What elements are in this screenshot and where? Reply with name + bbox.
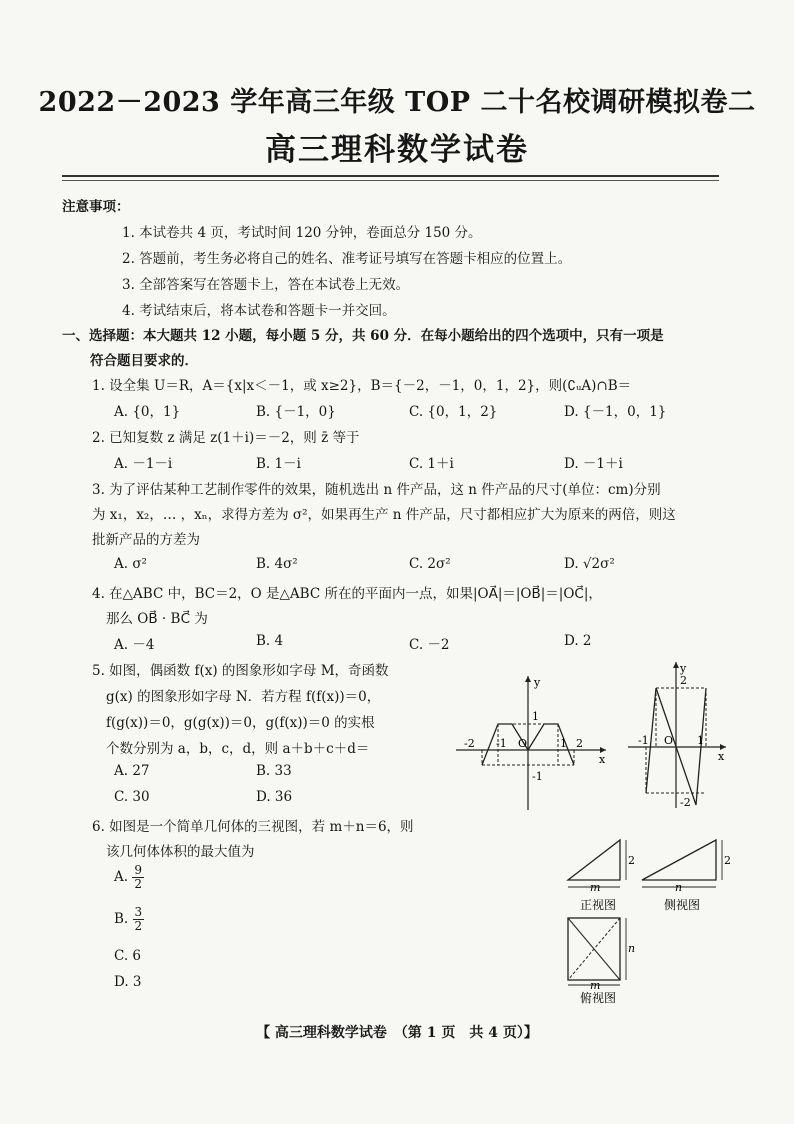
- graph-n-x-label: x: [718, 750, 725, 763]
- question-1-stem: 1. 设全集 U＝R，A＝{x|x＜－1，或 x≥2}，B＝{－2，－1，0，1，2}，则(∁ᵤA)∩B＝: [92, 378, 632, 394]
- side-view-height: 2: [724, 854, 731, 867]
- q4-option-b: B. 4: [256, 633, 284, 649]
- top-view-n: n: [628, 942, 636, 955]
- question-4-line: 4. 在△ABC 中，BC＝2，O 是△ABC 所在的平面内一点，如果|OA⃗|＝|OB⃗|＝|OC⃗|，: [92, 586, 602, 602]
- header-rule-top: [62, 175, 719, 177]
- q2-option-a: A. －1－i: [114, 456, 173, 472]
- front-view-m: m: [590, 881, 601, 894]
- question-3-line: 3. 为了评估某种工艺制作零件的效果，随机选出 n 件产品，这 n 件产品的尺寸(单位：cm)分别: [92, 482, 661, 498]
- graph-m-origin: O: [518, 737, 528, 750]
- q1-option-c: C. {0，1，2}: [409, 404, 498, 420]
- graph-n-tick: -2: [680, 796, 691, 809]
- header-rule-bottom: [62, 180, 719, 181]
- fraction: $\frac{9}{2}$: [134, 863, 142, 891]
- q5-option-d: D. 36: [256, 789, 293, 805]
- graph-m-tick: 1: [560, 737, 567, 750]
- q1-option-b: B. {－1，0}: [256, 404, 336, 420]
- side-view-n: n: [675, 881, 683, 894]
- question-3-line: 批新产品的方差为: [92, 532, 200, 548]
- graph-m-function: [456, 672, 610, 812]
- notice-item: 1. 本试卷共 4 页，考试时间 120 分钟，卷面总分 150 分。: [122, 225, 482, 241]
- graph-m-tick: 2: [576, 737, 583, 750]
- question-2-stem: 2. 已知复数 z 满足 z(1＋i)＝－2，则 z̄ 等于: [92, 430, 360, 446]
- section-heading-cont: 符合题目要求的．: [90, 353, 198, 369]
- graph-n-y-label: y: [680, 662, 687, 675]
- notice-item: 4. 考试结束后，将本试卷和答题卡一并交回。: [122, 303, 396, 319]
- q1-option-a: A. {0，1}: [114, 404, 181, 420]
- notice-item: 3. 全部答案写在答题卡上，答在本试卷上无效。: [122, 277, 410, 293]
- q3-option-a: A. σ²: [114, 556, 147, 572]
- q3-option-d: D. √2σ²: [564, 556, 615, 572]
- q5-option-c: C. 30: [114, 789, 150, 805]
- q4-option-d: D. 2: [564, 633, 592, 649]
- front-view-height: 2: [628, 854, 635, 867]
- question-5-line: f(g(x))＝0，g(g(x))＝0，g(f(x))＝0 的实根: [106, 715, 375, 731]
- graph-m-y-label: y: [534, 676, 541, 689]
- side-view-label: 侧视图: [664, 898, 701, 912]
- notice-item: 2. 答题前，考生务必将自己的姓名、准考证号填写在答题卡相应的位置上。: [122, 251, 572, 267]
- fraction: $\frac{3}{2}$: [134, 905, 143, 933]
- q2-option-b: B. 1－i: [256, 456, 301, 472]
- three-view-diagram: [560, 832, 740, 1004]
- question-6-line: 该几何体体积的最大值为: [106, 844, 255, 860]
- graph-n-function: [626, 658, 730, 810]
- question-5-line: 5. 如图，偶函数 f(x) 的图象形如字母 M，奇函数: [92, 663, 389, 679]
- q2-option-c: C. 1＋i: [409, 456, 454, 472]
- graph-m-tick: -2: [464, 737, 475, 750]
- q4-option-c: C. －2: [409, 637, 450, 653]
- graph-m-tick: 1: [532, 710, 539, 723]
- q5-option-b: B. 33: [256, 763, 292, 779]
- question-6-line: 6. 如图是一个简单几何体的三视图，若 m＋n＝6，则: [92, 819, 414, 835]
- top-view-label: 俯视图: [580, 991, 617, 1004]
- question-5-line: g(x) 的图象形如字母 N．若方程 f(f(x))＝0，: [106, 689, 381, 705]
- exam-subtitle: 高三理科数学试卷: [265, 132, 529, 168]
- q5-option-a: A. 27: [114, 763, 150, 779]
- graph-m-x-label: x: [599, 753, 606, 766]
- notice-heading: 注意事项：: [62, 199, 130, 215]
- top-view-m: m: [590, 979, 601, 992]
- graph-n-tick: 2: [680, 674, 687, 687]
- question-3-line: 为 x₁，x₂，… ，xₙ，求得方差为 σ²，如果再生产 n 件产品，尺寸都相应扩大为原来的两倍，则这: [92, 507, 676, 523]
- q1-option-d: D. {－1，0，1}: [564, 404, 667, 420]
- q6-option-b: B. $\frac{3}{2}$: [114, 905, 143, 933]
- section-heading: 一、选择题：本大题共 12 小题，每小题 5 分，共 60 分．在每小题给出的四个选项中，只有一项是: [62, 328, 664, 344]
- q6-option-a: A. $\frac{9}{2}$: [114, 863, 142, 891]
- graph-m-tick: -1: [496, 737, 507, 750]
- graph-m-tick: -1: [532, 770, 543, 783]
- question-5-line: 个数分别为 a，b，c，d，则 a＋b＋c＋d＝: [106, 741, 370, 757]
- question-4-line: 那么 OB⃗ · BC⃗ 为: [106, 611, 208, 627]
- q6-option-c: C. 6: [114, 948, 142, 964]
- graph-n-tick: 1: [697, 734, 704, 747]
- q3-option-b: B. 4σ²: [256, 556, 298, 572]
- q3-option-c: C. 2σ²: [409, 556, 451, 572]
- graph-n-tick: -1: [638, 734, 649, 747]
- q2-option-d: D. －1＋i: [564, 456, 623, 472]
- graph-n-origin: O: [664, 734, 674, 747]
- page-footer: 【 高三理科数学试卷 （第 1 页 共 4 页）】: [256, 1025, 538, 1041]
- front-view-label: 正视图: [580, 898, 617, 912]
- q4-option-a: A. －4: [114, 637, 155, 653]
- exam-title: 2022－2023 学年高三年级 TOP 二十名校调研模拟卷二: [38, 87, 756, 118]
- q6-option-d: D. 3: [114, 974, 142, 990]
